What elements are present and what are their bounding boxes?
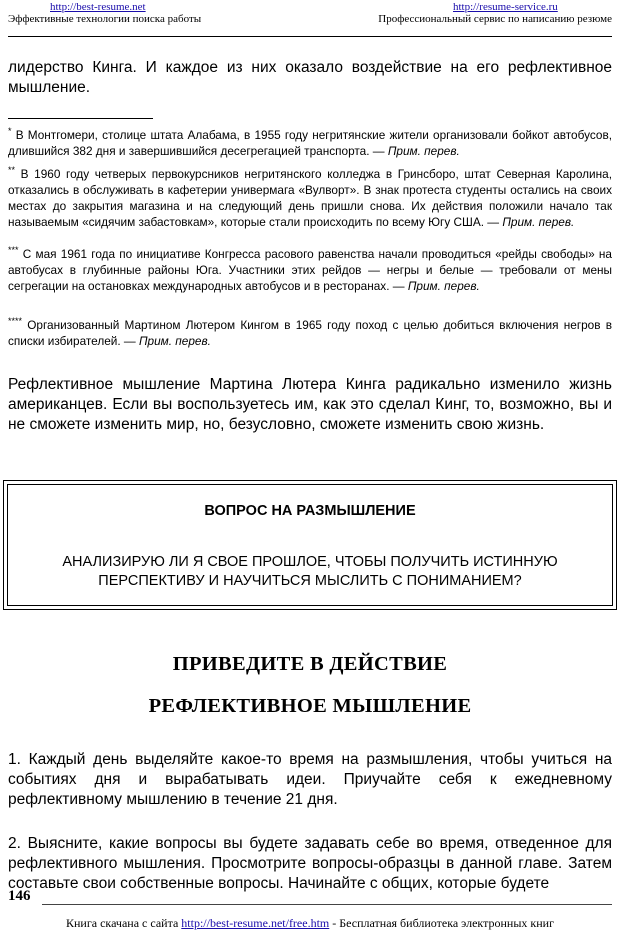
reflection-question: АНАЛИЗИРУЮ ЛИ Я СВОЕ ПРОШЛОЕ, ЧТОБЫ ПОЛУЧИТЬ ИСТИННУЮ ПЕРСПЕКТИВУ И НАУЧИТЬСЯ МЫСЛИТЬ С ПОНИМАНИЕМ?: [62, 554, 558, 589]
header-left-text: Эффективные технологии поиска работы: [8, 13, 202, 25]
footnote-text: В Монтгомери, столице штата Алабама, в 1955 году негритянские жители организовали бойкот автобусов, длившийся 382 дня и завершившийся десегрегацией транспорта. —: [8, 128, 612, 158]
action-item-2: 2. Выясните, какие вопросы вы будете задавать себе во время, отведенное для рефлективного мышления. Просмотрите вопросы-образцы в данной главе. Затем составьте свои собственные вопросы. Начинайте с общих, которые будете: [8, 835, 612, 892]
header-divider: [8, 36, 612, 37]
reflection-box-inner-border: [7, 484, 613, 606]
footer-link[interactable]: http://best-resume.net/free.htm: [181, 916, 330, 930]
translator-note: Прим. перев.: [387, 144, 460, 158]
footnote-marker: ****: [8, 316, 23, 326]
footnote-marker: *: [8, 126, 12, 136]
action-heading-line1: ПРИВЕДИТЕ В ДЕЙСТВИЕ: [172, 653, 448, 675]
footer-prefix: Книга скачана с сайта: [66, 916, 182, 930]
footnote-divider: [8, 118, 153, 119]
action-item-1: 1. Каждый день выделяйте какое-то время на размышления, чтобы учиться на событиях дня и вырабатывать идеи. Приучайте себя к ежедневному рефлективному мышлению в течение 21 дня.: [8, 751, 612, 808]
footer-divider: [42, 904, 612, 905]
translator-note: Прим. перев.: [138, 334, 211, 348]
footnote-3: [8, 246, 612, 294]
footnote-text: Организованный Мартином Лютером Кингом в 1965 году поход с целью добиться включения негров в списки избирателей. —: [8, 318, 612, 348]
header-right-text: Профессиональный сервис по написанию резюме: [378, 13, 612, 25]
conclusion-paragraph: Рефлективное мышление Мартина Лютера Кинга радикально изменило жизнь американцев. Если вы воспользуетесь им, как это сделал Кинг, то, возможно, вы и не сможете изменить мир, но, безусловно, сможете изменить свою жизнь.: [8, 376, 612, 433]
header-left-link[interactable]: http://best-resume.net: [50, 1, 146, 13]
translator-note: Прим. перев.: [502, 215, 575, 229]
reflection-box: [3, 480, 617, 610]
footnote-marker: **: [8, 165, 16, 175]
footnote-text: В 1960 году четверых первокурсников негритянского колледжа в Гринсборо, штат Северная Каролина, отказались в обслуживать в кафетерии универмага «Вулворт». В знак протеста студенты остались на своих местах до закрытия магазина и на следующий день пришли снова. Их действия положили начало так называемым «сидячим забастовкам», которые стали происходить по всему Югу США. —: [8, 167, 612, 229]
translator-note: Прим. перев.: [407, 279, 480, 293]
footnote-text: С мая 1961 года по инициативе Конгресса расового равенства начали проводиться «рейды свободы» на автобусах в глубинные районы Юга. Участники этих рейдов — негры и белые — требовали от мены сегрегации на остановках международных автобусов и в ресторанах. —: [8, 247, 612, 293]
header-right-link[interactable]: http://resume-service.ru: [453, 1, 558, 13]
footnote-2: [8, 166, 612, 230]
footnote-4: [8, 317, 612, 349]
footer-suffix: - Бесплатная библиотека электронных книг: [329, 916, 554, 930]
page-number: 146: [8, 888, 31, 904]
footnote-marker: ***: [8, 245, 19, 255]
footer: [0, 916, 620, 931]
footnote-1: [8, 127, 612, 159]
reflection-box-title: ВОПРОС НА РАЗМЫШЛЕНИЕ: [204, 503, 416, 519]
intro-paragraph: лидерство Кинга. И каждое из них оказало воздействие на его рефлективное мышление.: [8, 59, 612, 96]
action-heading-line2: РЕФЛЕКТИВНОЕ МЫШЛЕНИЕ: [148, 695, 472, 717]
